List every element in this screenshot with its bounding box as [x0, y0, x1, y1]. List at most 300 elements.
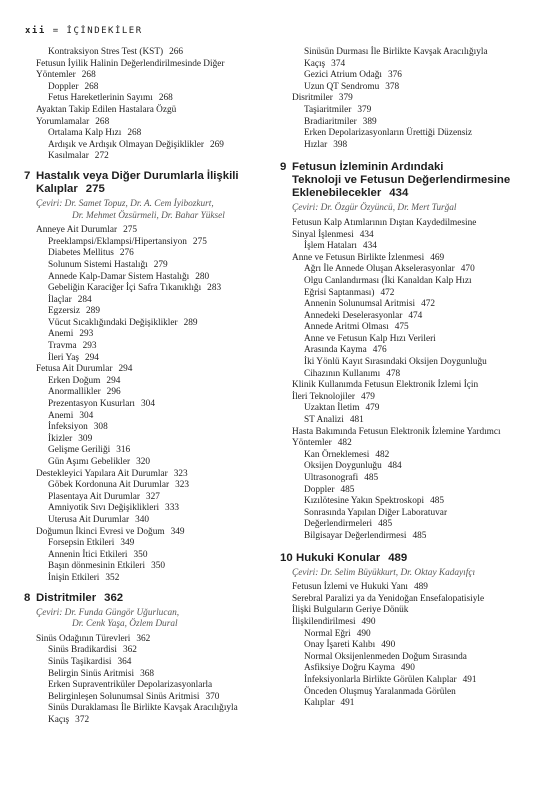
toc-entry-title: Fetus Hareketlerinin Sayımı: [48, 93, 153, 104]
toc-entry-page: 364: [117, 656, 132, 667]
toc-entry[interactable]: [280, 415, 526, 427]
toc-entry-page: 485: [378, 519, 393, 530]
toc-entry-title: İlişkilendirilmesi: [292, 616, 356, 627]
toc-entry-title: Uterusa Ait Durumlar: [48, 514, 130, 525]
toc-entry-title: Prezentasyon Kusurları: [48, 399, 136, 410]
toc-entry-title: Erken Depolarizasyonların Ürettiği Düzensiz: [304, 128, 473, 139]
toc-entry-title: Vücut Sıcaklığındaki Değişiklikler: [48, 317, 178, 328]
chapter-title-line: Hastalık veya Diğer Durumlarla İlişkili: [36, 169, 239, 182]
toc-entry-page: 350: [151, 561, 166, 572]
toc-entry[interactable]: [24, 538, 274, 550]
toc-entry-page: 268: [84, 81, 99, 92]
toc-entry-page: 272: [94, 151, 109, 162]
translators-line: Çeviri: Dr. Selim Büyükkurt, Dr. Oktay Kadayıfçı: [292, 567, 476, 578]
toc-entry-title: Eğrisi Saptanması): [304, 287, 375, 298]
chapter-7-entries: [24, 225, 274, 584]
toc-entry[interactable]: [24, 225, 274, 237]
chapter-title: Hukuki Konular: [296, 551, 381, 564]
toc-entry-title: Kızılötesine Yakın Spektroskopi: [304, 496, 425, 507]
toc-entry[interactable]: [280, 334, 526, 346]
toc-entry-page: 304: [79, 410, 94, 421]
toc-entry[interactable]: [24, 318, 274, 330]
toc-entry[interactable]: [280, 105, 526, 117]
toc-entry-title: Sinüs Duraklaması İle Birlikte Kavşak Aracılığıyla: [48, 703, 238, 714]
toc-entry-title: Plasentaya Ait Durumlar: [48, 491, 140, 502]
toc-entry[interactable]: [24, 657, 274, 669]
toc-entry[interactable]: [24, 306, 274, 318]
toc-entry[interactable]: [280, 531, 526, 543]
toc-entry-title: Annede Aritmi Olması: [304, 322, 389, 333]
toc-entry-title: İlaçlar: [48, 294, 72, 305]
chapter-9-heading[interactable]: [280, 161, 526, 200]
toc-entry-title: Göbek Kordonuna Ait Durumlar: [48, 480, 170, 491]
toc-entry-title: Anemi: [48, 329, 74, 340]
toc-left-column: [24, 47, 274, 726]
chapter-title-line: Fetusun İzleminin Ardındaki: [292, 161, 444, 174]
toc-entry[interactable]: [280, 70, 526, 82]
toc-entry[interactable]: [280, 140, 526, 152]
toc-entry-page: 491: [340, 698, 355, 709]
toc-entry-title: Sinüs Taşikardisi: [48, 656, 112, 667]
toc-entry-title: Onay İşareti Kalıbı: [304, 640, 376, 651]
chapter-page: 434: [389, 187, 409, 200]
toc-entry-page: 379: [357, 104, 372, 115]
toc-entry[interactable]: [24, 117, 274, 129]
toc-entry[interactable]: [24, 70, 274, 82]
toc-entry-page: 485: [340, 484, 355, 495]
toc-entry-title: Anne ve Fetusun Kalp Hızı Verileri: [304, 333, 436, 344]
toc-entry-page: 294: [85, 352, 99, 363]
toc-entry-title: Normal Oksijenlenmeden Doğum Sırasında: [304, 651, 467, 662]
toc-entry[interactable]: [280, 299, 526, 311]
chapter-8-entries: [24, 634, 274, 727]
toc-entry-title: Doppler: [304, 484, 335, 495]
toc-entry[interactable]: [280, 508, 526, 520]
toc-entry[interactable]: [280, 218, 526, 230]
toc-entry[interactable]: [24, 341, 274, 353]
toc-entry[interactable]: [280, 473, 526, 485]
toc-entry-title: Sinüs Odağının Türevleri: [36, 633, 131, 644]
toc-entry-title: İlişki Bulguların Geriye Dönük: [292, 605, 409, 616]
toc-entries-continued: [280, 47, 526, 151]
chapter-number: 7: [24, 169, 31, 182]
toc-entry-title: Anneye Ait Durumlar: [36, 225, 118, 236]
toc-entry-title: İleri Teknolojiler: [292, 391, 355, 402]
toc-entry-page: 309: [78, 433, 93, 444]
toc-entry-page: 374: [331, 58, 346, 69]
toc-entry-page: 372: [75, 714, 90, 725]
page-number: xii: [25, 26, 46, 36]
toc-entry-page: 316: [116, 445, 131, 456]
toc-entry[interactable]: [280, 59, 526, 71]
toc-entry-page: 266: [169, 47, 184, 57]
chapter-9-entries: [280, 218, 526, 543]
translators-line: Dr. Cenk Yaşa, Özlem Dural: [72, 619, 178, 630]
toc-entry-title: Egzersiz: [48, 306, 81, 317]
toc-entry-title: Sinüsün Durması İle Birlikte Kavşak Aracılığıyla: [304, 47, 488, 57]
toc-entry[interactable]: [280, 605, 526, 617]
toc-entry[interactable]: [280, 47, 526, 59]
toc-entry-page: 476: [372, 345, 387, 356]
toc-entry-page: 378: [385, 81, 400, 92]
toc-entry[interactable]: [24, 260, 274, 272]
toc-entry-title: Hızlar: [304, 139, 328, 150]
toc-entry-title: Gezici Atrium Odağı: [304, 70, 382, 81]
toc-entry-page: 491: [462, 674, 477, 685]
toc-entry[interactable]: [24, 399, 274, 411]
toc-entry[interactable]: [24, 93, 274, 105]
toc-right-column: [280, 47, 526, 710]
toc-entry-page: 349: [120, 538, 135, 549]
toc-entry[interactable]: [24, 445, 274, 457]
header-title: İÇİNDEKİLER: [66, 26, 143, 36]
toc-entry[interactable]: [24, 140, 274, 152]
toc-entry-page: 474: [408, 310, 423, 321]
toc-entry-title: Destekleyici Yapılara Ait Durumlar: [36, 468, 168, 479]
chapter-number: 9: [280, 161, 287, 174]
toc-entry[interactable]: [280, 450, 526, 462]
toc-entry-page: 481: [349, 415, 364, 426]
toc-entry-title: Sinyal İşlenmesi: [292, 229, 354, 240]
toc-entries-continued: [24, 47, 274, 163]
toc-entry-page: 308: [93, 422, 108, 433]
toc-entry[interactable]: [24, 573, 274, 585]
toc-entry-title: Hasta Bakımında Fetusun Elektronik İzlemine Yardımcı: [292, 426, 501, 437]
toc-entry[interactable]: [24, 272, 274, 284]
toc-entry[interactable]: [280, 675, 526, 687]
toc-entry[interactable]: [280, 357, 526, 369]
toc-entry-title: Ayaktan Takip Edilen Hastalara Özgü: [36, 104, 177, 115]
toc-entry[interactable]: [280, 640, 526, 652]
toc-entry-page: 333: [165, 503, 179, 514]
toc-entry-page: 485: [412, 530, 427, 541]
toc-entry-page: 479: [365, 403, 380, 414]
toc-entry[interactable]: [24, 105, 274, 117]
toc-entry[interactable]: [24, 82, 274, 94]
toc-entry-page: 323: [173, 468, 188, 479]
toc-entry-title: Serebral Paralizi ya da Yenidoğan Ensefalopatisiyle: [292, 593, 485, 604]
toc-entry[interactable]: [24, 59, 274, 71]
translators-line: Çeviri: Dr. Özgür Özyüncü, Dr. Mert Turğal: [292, 203, 457, 214]
toc-entry-title: Annedeki Deselerasyonlar: [304, 310, 403, 321]
toc-entry-title: Fetusun İyilik Halinin Değerlendirilmesinde Diğer: [36, 58, 225, 69]
toc-entry-page: 275: [192, 236, 207, 247]
toc-entry-page: 472: [380, 287, 395, 298]
toc-entry[interactable]: [24, 561, 274, 573]
toc-entry[interactable]: [24, 550, 274, 562]
toc-entry[interactable]: [280, 652, 526, 664]
toc-entry[interactable]: [24, 128, 274, 140]
chapter-title-line: Teknoloji ve Fetusun Değerlendirmesine: [292, 174, 511, 187]
toc-entry-title: Sonrasında Yapılan Diğer Laboratuvar: [304, 507, 448, 518]
toc-entry[interactable]: [280, 93, 526, 105]
toc-entry-title: Bilgisayar Değerlendirmesi: [304, 530, 407, 541]
toc-entry[interactable]: [24, 515, 274, 527]
toc-entry-page: 434: [362, 241, 377, 252]
toc-entry-title: Kaçış: [304, 58, 326, 69]
chapter-title-line: Eklenebilecekler: [292, 187, 382, 200]
toc-entry-title: Oksijen Doygunluğu: [304, 461, 382, 472]
toc-entry[interactable]: [280, 496, 526, 508]
toc-entry-page: 296: [106, 387, 121, 398]
toc-entry-title: Annede Kalp-Damar Sistem Hastalığı: [48, 271, 190, 282]
toc-entry-title: Gün Aşımı Gebelikler: [48, 457, 131, 467]
toc-entry[interactable]: [280, 687, 526, 699]
toc-entry-page: 470: [460, 264, 475, 275]
toc-entry-page: 304: [141, 399, 155, 410]
toc-entry-title: Diabetes Mellitus: [48, 248, 114, 259]
toc-entry-title: Belirgin Sinüs Aritmisi: [48, 668, 135, 679]
toc-entry-page: 479: [360, 391, 375, 402]
chapter-page: 362: [104, 591, 124, 604]
header-separator: =: [52, 26, 60, 36]
toc-entry-page: 475: [394, 322, 409, 333]
toc-entry-page: 349: [170, 526, 185, 537]
toc-entry-page: 398: [333, 139, 348, 150]
toc-entry-title: İşlem Hataları: [304, 241, 357, 252]
toc-entry-title: İkizler: [48, 433, 73, 444]
toc-entry-title: Solunum Sistemi Hastalığı: [48, 259, 148, 270]
toc-entry-title: Bradiaritmiler: [304, 116, 357, 127]
toc-entry-page: 269: [209, 139, 224, 150]
toc-entry-title: Forsepsin Etkileri: [48, 538, 115, 549]
toc-entry-title: Ağrı İle Annede Oluşan Akselerasyonlar: [304, 264, 455, 275]
toc-entry-page: 284: [77, 294, 92, 305]
toc-entry-page: 280: [195, 271, 210, 282]
toc-entry-title: Yöntemler: [292, 438, 332, 449]
toc-entry-page: 293: [82, 341, 97, 352]
toc-entry-title: Travma: [48, 341, 77, 352]
toc-entry-page: 268: [127, 128, 142, 139]
toc-entry-page: 350: [133, 549, 148, 560]
toc-entry[interactable]: [280, 117, 526, 129]
translators-line: Çeviri: Dr. Samet Topuz, Dr. A. Cem İyibozkurt,: [36, 198, 214, 209]
toc-entry-page: 294: [118, 364, 133, 375]
toc-entry[interactable]: [280, 663, 526, 675]
toc-entry-title: Ortalama Kalp Hızı: [48, 128, 122, 139]
chapter-title: Distritmiler: [36, 591, 97, 604]
toc-entry-title: Cihazının Kullanımı: [304, 368, 381, 379]
chapter-page: 489: [388, 551, 408, 564]
toc-entry-page: 362: [122, 645, 137, 656]
toc-entry-page: 434: [359, 229, 374, 240]
toc-entry-page: 352: [105, 572, 120, 583]
toc-entry-title: Önceden Oluşmuş Yaralanmada Görülen: [304, 686, 456, 697]
toc-entry-page: 472: [421, 299, 436, 310]
toc-entry-title: Klinik Kullanımda Fetusun Elektronik İzlemi İçin: [292, 380, 479, 391]
translators-line: Çeviri: Dr. Funda Güngör Uğurlucan,: [36, 607, 180, 618]
toc-entry[interactable]: [24, 527, 274, 539]
toc-entry-title: Fetusa Ait Durumlar: [36, 364, 113, 375]
toc-entry[interactable]: [280, 392, 526, 404]
toc-entry[interactable]: [280, 345, 526, 357]
toc-entry[interactable]: [280, 253, 526, 265]
toc-entry[interactable]: [24, 364, 274, 376]
toc-entry[interactable]: [24, 492, 274, 504]
toc-entry[interactable]: [280, 311, 526, 323]
toc-entry-title: Erken Supraventriküler Depolarizasyonlarla: [48, 680, 213, 691]
toc-entry[interactable]: [280, 128, 526, 140]
toc-entry-page: 469: [430, 252, 445, 263]
chapter-page: 275: [85, 182, 105, 195]
toc-entry-page: 490: [361, 616, 376, 627]
toc-entry-page: 275: [123, 225, 138, 236]
toc-entry-page: 279: [153, 259, 168, 270]
toc-entry[interactable]: [24, 422, 274, 434]
toc-entry-title: İleri Yaş: [48, 352, 79, 363]
toc-entry[interactable]: [24, 715, 274, 727]
toc-entry[interactable]: [24, 434, 274, 446]
toc-entry-title: Kontraksiyon Stres Test (KST): [48, 47, 164, 57]
toc-entry[interactable]: [280, 438, 526, 450]
toc-entry[interactable]: [280, 276, 526, 288]
toc-entry-title: Amniyotik Sıvı Değişiklikleri: [48, 503, 160, 514]
chapter-10-heading[interactable]: [280, 552, 526, 565]
chapter-7-heading[interactable]: [24, 170, 274, 196]
toc-entry-title: Disritmiler: [292, 93, 333, 104]
toc-entry[interactable]: [24, 283, 274, 295]
toc-entry-title: Normal Eğri: [304, 628, 351, 639]
toc-entry[interactable]: [24, 387, 274, 399]
toc-entry-title: Annenin Solunumsal Aritmisi: [304, 299, 416, 310]
toc-entry[interactable]: [280, 230, 526, 242]
toc-entry-title: Yorumlamalar: [36, 116, 90, 127]
toc-entry[interactable]: [280, 582, 526, 594]
toc-entry-title: Olgu Canlandırması (İki Kanaldan Kalp Hızı: [304, 275, 472, 286]
toc-entry[interactable]: [280, 698, 526, 710]
toc-entry[interactable]: [280, 485, 526, 497]
toc-entry[interactable]: [280, 461, 526, 473]
toc-entry[interactable]: [24, 503, 274, 515]
toc-entry-page: 327: [145, 491, 160, 502]
toc-entry[interactable]: [24, 645, 274, 657]
toc-entry[interactable]: [24, 669, 274, 681]
toc-entry[interactable]: [24, 237, 274, 249]
toc-entry[interactable]: [24, 634, 274, 646]
toc-entry[interactable]: [280, 519, 526, 531]
toc-entry-page: 485: [430, 496, 445, 507]
toc-entry-title: Erken Doğum: [48, 375, 101, 386]
toc-entry[interactable]: [24, 457, 274, 469]
toc-entry-page: 482: [375, 449, 390, 460]
toc-entry-page: 340: [135, 514, 150, 525]
toc-entry[interactable]: [280, 594, 526, 606]
toc-entry-page: 283: [207, 283, 222, 294]
toc-entry-title: Asfiksiye Doğru Kayma: [304, 663, 395, 674]
toc-entry-page: 268: [81, 70, 96, 81]
toc-entry-title: Kasılmalar: [48, 151, 89, 162]
toc-entry-title: Uzaktan İletim: [304, 403, 360, 414]
toc-entry-page: 293: [79, 329, 94, 340]
chapter-8-heading[interactable]: [24, 592, 274, 605]
toc-entry-title: İnfeksiyonlarla Birlikte Görülen Kalıplar: [304, 674, 457, 685]
toc-entry-page: 294: [106, 375, 121, 386]
chapter-10-entries: [280, 582, 526, 710]
toc-entry-title: Preeklampsi/Eklampsi/Hipertansiyon: [48, 236, 187, 247]
toc-entry[interactable]: [24, 480, 274, 492]
toc-entry[interactable]: [24, 295, 274, 307]
toc-entry-title: Uzun QT Sendromu: [304, 81, 380, 92]
toc-entry[interactable]: [24, 47, 274, 59]
toc-entry-title: Doppler: [48, 81, 79, 92]
toc-entry[interactable]: [24, 151, 274, 163]
toc-entry[interactable]: [280, 629, 526, 641]
toc-entry-title: Kalıplar: [304, 698, 335, 709]
toc-entry-title: Gebeliğin Karaciğer İçi Safra Tıkanıklığı: [48, 283, 202, 294]
toc-entry-page: 389: [362, 116, 377, 127]
toc-entry-page: 376: [387, 70, 402, 81]
toc-entry[interactable]: [280, 288, 526, 300]
toc-entry-title: Fetusun Kalp Atımlarının Dıştan Kaydedilmesine: [292, 217, 477, 228]
toc-entry-title: ST Analizi: [304, 415, 344, 426]
toc-entry-page: 289: [183, 317, 198, 328]
toc-entry[interactable]: [24, 376, 274, 388]
chapter-number: 8: [24, 591, 31, 604]
toc-entry[interactable]: [280, 403, 526, 415]
translators-line: Dr. Mehmet Özsürmeli, Dr. Bahar Yüksel: [72, 210, 225, 221]
toc-entry-page: 379: [338, 93, 353, 104]
toc-entry[interactable]: [24, 703, 274, 715]
toc-entry-title: Anemi: [48, 410, 74, 421]
toc-entry-page: 490: [400, 663, 415, 674]
toc-entry[interactable]: [280, 241, 526, 253]
toc-entry-title: Değerlendirmeleri: [304, 519, 373, 530]
toc-entry-title: Belirginleşen Solunumsal Sinüs Aritmisi: [48, 691, 200, 702]
toc-entry-page: 485: [364, 473, 379, 483]
toc-entry-page: 268: [95, 116, 110, 127]
toc-entry[interactable]: [24, 692, 274, 704]
toc-entry[interactable]: [24, 411, 274, 423]
toc-entry[interactable]: [24, 329, 274, 341]
chapter-number: 10: [280, 551, 293, 564]
toc-entry[interactable]: [280, 264, 526, 276]
toc-entry[interactable]: [280, 380, 526, 392]
toc-entry[interactable]: [280, 322, 526, 334]
toc-entry-page: 490: [381, 640, 396, 651]
toc-entry-title: İki Yönlü Kayıt Sırasındaki Oksijen Doygunluğu: [304, 357, 487, 368]
toc-entry-title: Gelişme Geriliği: [48, 445, 111, 456]
toc-entry-title: Başın dönmesinin Etkileri: [48, 561, 146, 572]
toc-entry[interactable]: [280, 82, 526, 94]
toc-entry-title: İnfeksiyon: [48, 422, 88, 433]
toc-entry-page: 276: [119, 248, 134, 259]
toc-entry-page: 368: [140, 668, 155, 679]
toc-entry-title: Ultrasonografi: [304, 473, 359, 483]
toc-entry-page: 268: [158, 93, 173, 104]
running-header: [25, 26, 143, 36]
toc-entry[interactable]: [280, 617, 526, 629]
toc-entry-page: 482: [337, 438, 352, 449]
toc-entry-page: 362: [136, 633, 151, 644]
toc-entry[interactable]: [24, 680, 274, 692]
toc-entry-page: 370: [205, 691, 220, 702]
toc-entry-title: Taşiaritmiler: [304, 104, 352, 115]
toc-entry-title: Kan Örneklemesi: [304, 449, 370, 460]
toc-entry[interactable]: [24, 469, 274, 481]
chapter-title-line: Kalıplar: [36, 182, 78, 195]
toc-entry-title: Fetusun İzlemi ve Hukuki Yanı: [292, 582, 408, 593]
toc-entry[interactable]: [24, 248, 274, 260]
toc-entry-title: Doğumun İkinci Evresi ve Doğum: [36, 526, 165, 537]
toc-entry[interactable]: [280, 369, 526, 381]
toc-entry-title: Sinüs Bradikardisi: [48, 645, 117, 656]
toc-entry[interactable]: [24, 353, 274, 365]
toc-entry-page: 489: [413, 582, 428, 593]
toc-entry-page: 484: [387, 461, 402, 472]
toc-entry-title: Annenin İtici Etkileri: [48, 549, 128, 560]
toc-entry-page: 323: [175, 480, 190, 491]
toc-entry[interactable]: [280, 427, 526, 439]
